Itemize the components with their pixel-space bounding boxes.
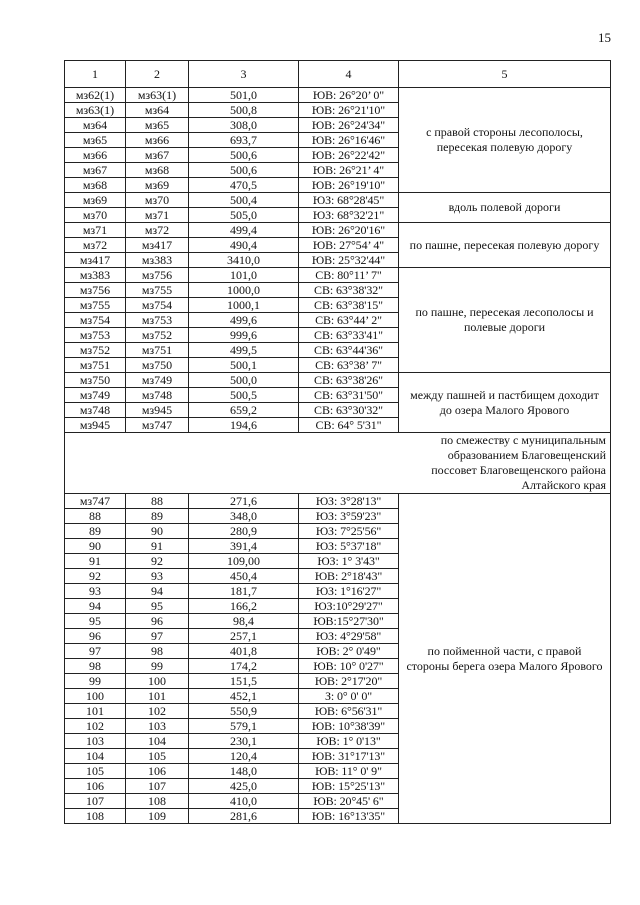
- distance-cell: 230,1: [189, 734, 299, 749]
- from-point-cell: мз747: [65, 494, 126, 509]
- from-point-cell: 104: [65, 749, 126, 764]
- distance-cell: 194,6: [189, 418, 299, 433]
- table-row: [65, 193, 611, 208]
- direction-cell: ЮЗ:10°29'27": [299, 599, 399, 614]
- direction-cell: ЮВ: 11° 0' 9": [299, 764, 399, 779]
- table-row: [65, 494, 611, 509]
- from-point-cell: мз62(1): [65, 88, 126, 103]
- distance-cell: 452,1: [189, 689, 299, 704]
- to-point-cell: мз750: [126, 358, 189, 373]
- distance-cell: 151,5: [189, 674, 299, 689]
- to-point-cell: 96: [126, 614, 189, 629]
- distance-cell: 500,6: [189, 148, 299, 163]
- from-point-cell: 99: [65, 674, 126, 689]
- distance-cell: 391,4: [189, 539, 299, 554]
- table-row: [65, 373, 611, 388]
- to-point-cell: мз72: [126, 223, 189, 238]
- distance-cell: 271,6: [189, 494, 299, 509]
- to-point-cell: 88: [126, 494, 189, 509]
- to-point-cell: 93: [126, 569, 189, 584]
- to-point-cell: мз751: [126, 343, 189, 358]
- direction-cell: СВ: 63°38'26": [299, 373, 399, 388]
- direction-cell: СВ: 63°33'41": [299, 328, 399, 343]
- column-header: 3: [189, 61, 299, 88]
- direction-cell: СВ: 64° 5'31": [299, 418, 399, 433]
- direction-cell: ЮВ: 26°20’ 0": [299, 88, 399, 103]
- distance-cell: 281,6: [189, 809, 299, 824]
- table-row: [65, 223, 611, 238]
- distance-cell: 401,8: [189, 644, 299, 659]
- from-point-cell: 101: [65, 704, 126, 719]
- from-point-cell: 103: [65, 734, 126, 749]
- distance-cell: 550,9: [189, 704, 299, 719]
- direction-cell: ЮВ: 2°18'43": [299, 569, 399, 584]
- direction-cell: СВ: 63°30'32": [299, 403, 399, 418]
- direction-cell: ЮВ: 2°17'20": [299, 674, 399, 689]
- direction-cell: ЮЗ: 3°59'23": [299, 509, 399, 524]
- direction-cell: ЮВ: 26°16'46": [299, 133, 399, 148]
- boundary-description: между пашней и пастбищем доходит до озера Малого Ярового: [399, 373, 611, 433]
- to-point-cell: 95: [126, 599, 189, 614]
- table-row: [65, 88, 611, 103]
- to-point-cell: 89: [126, 509, 189, 524]
- distance-cell: 1000,1: [189, 298, 299, 313]
- to-point-cell: 106: [126, 764, 189, 779]
- from-point-cell: мз64: [65, 118, 126, 133]
- to-point-cell: 105: [126, 749, 189, 764]
- distance-cell: 348,0: [189, 509, 299, 524]
- to-point-cell: мз64: [126, 103, 189, 118]
- to-point-cell: 99: [126, 659, 189, 674]
- distance-cell: 500,0: [189, 373, 299, 388]
- direction-cell: ЮВ: 26°19'10": [299, 178, 399, 193]
- distance-cell: 501,0: [189, 88, 299, 103]
- boundary-description: с правой стороны лесополосы, пересекая полевую дорогу: [399, 88, 611, 193]
- direction-cell: ЮВ: 26°24'34": [299, 118, 399, 133]
- direction-cell: ЮЗ: 68°28'45": [299, 193, 399, 208]
- from-point-cell: 97: [65, 644, 126, 659]
- to-point-cell: мз747: [126, 418, 189, 433]
- distance-cell: 693,7: [189, 133, 299, 148]
- direction-cell: ЮВ: 26°20'16": [299, 223, 399, 238]
- distance-cell: 579,1: [189, 719, 299, 734]
- from-point-cell: мз69: [65, 193, 126, 208]
- distance-cell: 410,0: [189, 794, 299, 809]
- from-point-cell: мз752: [65, 343, 126, 358]
- page-number: 15: [598, 30, 611, 45]
- boundary-description: вдоль полевой дороги: [399, 193, 611, 223]
- direction-cell: ЮВ: 27°54’ 4": [299, 238, 399, 253]
- direction-cell: СВ: 63°38'15": [299, 298, 399, 313]
- direction-cell: ЮЗ: 1°16'27": [299, 584, 399, 599]
- direction-cell: ЮЗ: 1° 3'43": [299, 554, 399, 569]
- to-point-cell: 104: [126, 734, 189, 749]
- from-point-cell: мз755: [65, 298, 126, 313]
- from-point-cell: мз945: [65, 418, 126, 433]
- from-point-cell: 100: [65, 689, 126, 704]
- from-point-cell: 89: [65, 524, 126, 539]
- from-point-cell: 90: [65, 539, 126, 554]
- from-point-cell: мз417: [65, 253, 126, 268]
- adjacency-note: по смежеству с муниципальным образованием Благовещенский поссовет Благовещенского района Алтайского края: [399, 433, 611, 494]
- from-point-cell: 91: [65, 554, 126, 569]
- direction-cell: ЮЗ: 5°37'18": [299, 539, 399, 554]
- to-point-cell: 103: [126, 719, 189, 734]
- to-point-cell: мз753: [126, 313, 189, 328]
- from-point-cell: 98: [65, 659, 126, 674]
- distance-cell: 98,4: [189, 614, 299, 629]
- to-point-cell: 101: [126, 689, 189, 704]
- from-point-cell: мз751: [65, 358, 126, 373]
- column-header: 1: [65, 61, 126, 88]
- direction-cell: ЮВ: 31°17'13": [299, 749, 399, 764]
- from-point-cell: 95: [65, 614, 126, 629]
- from-point-cell: мз383: [65, 268, 126, 283]
- to-point-cell: 102: [126, 704, 189, 719]
- boundary-table: [64, 60, 611, 824]
- to-point-cell: 98: [126, 644, 189, 659]
- distance-cell: 499,5: [189, 343, 299, 358]
- empty-cell: [65, 433, 399, 494]
- distance-cell: 101,0: [189, 268, 299, 283]
- direction-cell: СВ: 63°38’ 7": [299, 358, 399, 373]
- table-header-row: [65, 61, 611, 88]
- distance-cell: 500,1: [189, 358, 299, 373]
- to-point-cell: мз748: [126, 388, 189, 403]
- distance-cell: 499,6: [189, 313, 299, 328]
- distance-cell: 120,4: [189, 749, 299, 764]
- boundary-description: по пашне, пересекая лесополосы и полевые дороги: [399, 268, 611, 373]
- from-point-cell: мз70: [65, 208, 126, 223]
- direction-cell: ЮЗ: 3°28'13": [299, 494, 399, 509]
- span-note-row: [65, 433, 611, 494]
- distance-cell: 500,6: [189, 163, 299, 178]
- boundary-description: по пашне, пересекая полевую дорогу: [399, 223, 611, 268]
- direction-cell: ЮВ: 26°21’ 4": [299, 163, 399, 178]
- from-point-cell: мз68: [65, 178, 126, 193]
- to-point-cell: 94: [126, 584, 189, 599]
- from-point-cell: 107: [65, 794, 126, 809]
- distance-cell: 257,1: [189, 629, 299, 644]
- to-point-cell: 97: [126, 629, 189, 644]
- direction-cell: ЮЗ: 68°32'21": [299, 208, 399, 223]
- table-row: [65, 268, 611, 283]
- direction-cell: СВ: 63°31'50": [299, 388, 399, 403]
- direction-cell: ЮВ: 10°38'39": [299, 719, 399, 734]
- direction-cell: ЮВ: 26°22'42": [299, 148, 399, 163]
- to-point-cell: мз70: [126, 193, 189, 208]
- from-point-cell: мз756: [65, 283, 126, 298]
- direction-cell: ЮВ: 10° 0'27": [299, 659, 399, 674]
- distance-cell: 3410,0: [189, 253, 299, 268]
- direction-cell: ЮВ: 1° 0'13": [299, 734, 399, 749]
- column-header: 2: [126, 61, 189, 88]
- column-header: 4: [299, 61, 399, 88]
- from-point-cell: мз66: [65, 148, 126, 163]
- column-header: 5: [399, 61, 611, 88]
- distance-cell: 499,4: [189, 223, 299, 238]
- distance-cell: 308,0: [189, 118, 299, 133]
- distance-cell: 470,5: [189, 178, 299, 193]
- distance-cell: 109,00: [189, 554, 299, 569]
- from-point-cell: мз750: [65, 373, 126, 388]
- to-point-cell: мз63(1): [126, 88, 189, 103]
- from-point-cell: мз749: [65, 388, 126, 403]
- distance-cell: 148,0: [189, 764, 299, 779]
- distance-cell: 1000,0: [189, 283, 299, 298]
- distance-cell: 659,2: [189, 403, 299, 418]
- from-point-cell: мз65: [65, 133, 126, 148]
- from-point-cell: мз71: [65, 223, 126, 238]
- from-point-cell: 93: [65, 584, 126, 599]
- to-point-cell: мз65: [126, 118, 189, 133]
- from-point-cell: 92: [65, 569, 126, 584]
- distance-cell: 505,0: [189, 208, 299, 223]
- direction-cell: СВ: 63°44'36": [299, 343, 399, 358]
- to-point-cell: мз749: [126, 373, 189, 388]
- distance-cell: 999,6: [189, 328, 299, 343]
- from-point-cell: мз63(1): [65, 103, 126, 118]
- from-point-cell: 105: [65, 764, 126, 779]
- direction-cell: СВ: 63°44’ 2": [299, 313, 399, 328]
- direction-cell: ЮЗ: 7°25'56": [299, 524, 399, 539]
- distance-cell: 500,8: [189, 103, 299, 118]
- direction-cell: ЮВ: 2° 0'49": [299, 644, 399, 659]
- from-point-cell: мз67: [65, 163, 126, 178]
- to-point-cell: мз68: [126, 163, 189, 178]
- to-point-cell: 90: [126, 524, 189, 539]
- to-point-cell: 109: [126, 809, 189, 824]
- to-point-cell: 91: [126, 539, 189, 554]
- to-point-cell: мз754: [126, 298, 189, 313]
- from-point-cell: 94: [65, 599, 126, 614]
- distance-cell: 490,4: [189, 238, 299, 253]
- from-point-cell: мз753: [65, 328, 126, 343]
- from-point-cell: 88: [65, 509, 126, 524]
- distance-cell: 500,5: [189, 388, 299, 403]
- from-point-cell: мз748: [65, 403, 126, 418]
- direction-cell: ЮВ: 20°45' 6": [299, 794, 399, 809]
- boundary-description: по пойменной части, с правой стороны берега озера Малого Ярового: [399, 494, 611, 824]
- direction-cell: З: 0° 0' 0": [299, 689, 399, 704]
- distance-cell: 280,9: [189, 524, 299, 539]
- to-point-cell: 92: [126, 554, 189, 569]
- direction-cell: СВ: 63°38'32": [299, 283, 399, 298]
- distance-cell: 500,4: [189, 193, 299, 208]
- from-point-cell: мз754: [65, 313, 126, 328]
- direction-cell: ЮВ:15°27'30": [299, 614, 399, 629]
- to-point-cell: мз756: [126, 268, 189, 283]
- distance-cell: 181,7: [189, 584, 299, 599]
- from-point-cell: мз72: [65, 238, 126, 253]
- to-point-cell: мз417: [126, 238, 189, 253]
- to-point-cell: мз66: [126, 133, 189, 148]
- to-point-cell: мз67: [126, 148, 189, 163]
- direction-cell: ЮВ: 25°32'44": [299, 253, 399, 268]
- distance-cell: 450,4: [189, 569, 299, 584]
- direction-cell: ЮВ: 26°21'10": [299, 103, 399, 118]
- distance-cell: 166,2: [189, 599, 299, 614]
- from-point-cell: 108: [65, 809, 126, 824]
- direction-cell: СВ: 80°11’ 7": [299, 268, 399, 283]
- to-point-cell: 100: [126, 674, 189, 689]
- direction-cell: ЮВ: 16°13'35": [299, 809, 399, 824]
- from-point-cell: 102: [65, 719, 126, 734]
- direction-cell: ЮЗ: 4°29'58": [299, 629, 399, 644]
- to-point-cell: мз69: [126, 178, 189, 193]
- from-point-cell: 96: [65, 629, 126, 644]
- from-point-cell: 106: [65, 779, 126, 794]
- distance-cell: 174,2: [189, 659, 299, 674]
- direction-cell: ЮВ: 15°25'13": [299, 779, 399, 794]
- to-point-cell: 107: [126, 779, 189, 794]
- to-point-cell: 108: [126, 794, 189, 809]
- to-point-cell: мз383: [126, 253, 189, 268]
- to-point-cell: мз71: [126, 208, 189, 223]
- to-point-cell: мз945: [126, 403, 189, 418]
- distance-cell: 425,0: [189, 779, 299, 794]
- direction-cell: ЮВ: 6°56'31": [299, 704, 399, 719]
- to-point-cell: мз755: [126, 283, 189, 298]
- to-point-cell: мз752: [126, 328, 189, 343]
